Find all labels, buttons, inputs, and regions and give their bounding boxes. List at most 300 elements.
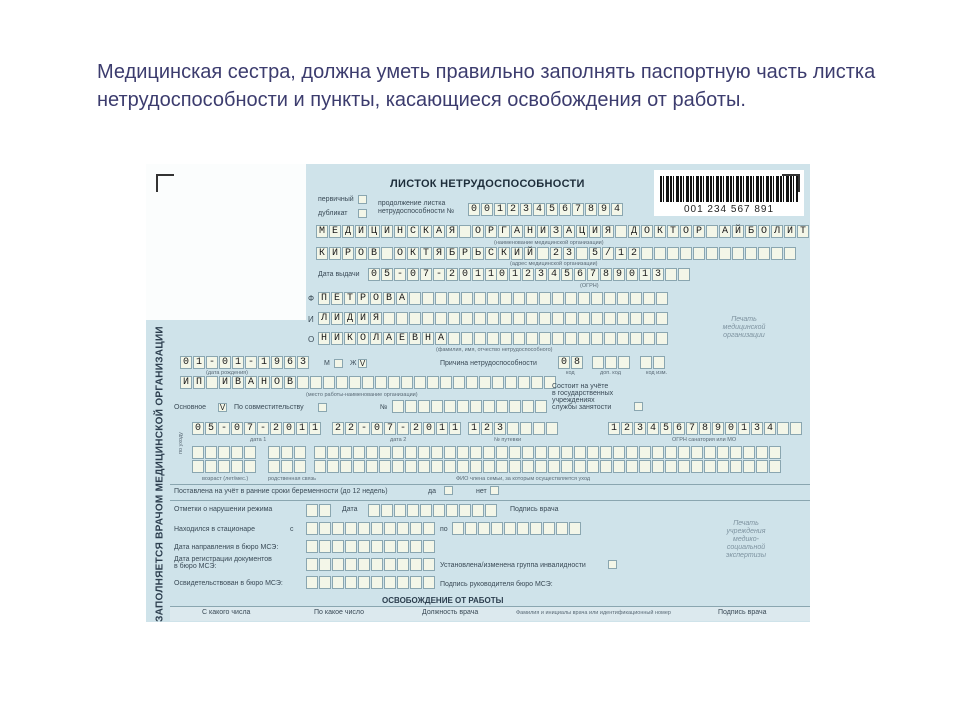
hospital-label: Находился в стационаре: [174, 526, 255, 533]
char-cell: [405, 446, 417, 459]
patronymic-cells[interactable]: [318, 332, 669, 345]
char-cell: 0: [481, 203, 493, 216]
char-cell: [487, 312, 499, 325]
char-cell: [693, 247, 705, 260]
char-cell: Л: [771, 225, 783, 238]
char-cell: 7: [244, 422, 256, 435]
char-cell: Й: [524, 247, 536, 260]
char-cell: [397, 576, 409, 589]
char-cell: [652, 446, 664, 459]
char-cell: [617, 292, 629, 305]
char-cell: [653, 356, 665, 369]
date2-cells[interactable]: [332, 422, 462, 435]
char-cell: [665, 268, 677, 281]
char-cell: Н: [318, 332, 330, 345]
char-cell: [552, 332, 564, 345]
char-cell: [397, 558, 409, 571]
char-cell: Д: [342, 225, 354, 238]
char-cell: [652, 460, 664, 473]
char-cell: [206, 376, 218, 389]
mse-reg-label-2: в бюро МСЭ:: [174, 563, 217, 570]
char-cell: [371, 576, 383, 589]
char-cell: [422, 312, 434, 325]
char-cell: [465, 522, 477, 535]
char-cell: [730, 446, 742, 459]
address-cells[interactable]: [316, 247, 797, 260]
char-cell: К: [316, 247, 328, 260]
char-cell: [332, 558, 344, 571]
violation-date-label: Дата: [342, 506, 358, 513]
pregnancy-label: Поставлена на учёт в ранние сроки беременности (до 12 недель): [174, 488, 388, 495]
pregnancy-yes-checkbox[interactable]: [444, 486, 453, 495]
char-cell: [448, 312, 460, 325]
birth-hint: (дата рождения): [206, 370, 248, 376]
hospital-to-label: по: [440, 526, 448, 533]
char-cell: 5: [381, 268, 393, 281]
char-cell: [656, 292, 668, 305]
char-cell: [457, 460, 469, 473]
char-cell: [756, 460, 768, 473]
char-cell: 0: [558, 356, 570, 369]
char-cell: [530, 522, 542, 535]
char-cell: В: [232, 376, 244, 389]
char-cell: [371, 522, 383, 535]
char-cell: 2: [481, 422, 493, 435]
violation-code-cells[interactable]: [306, 504, 332, 517]
char-cell: А: [383, 332, 395, 345]
char-cell: [485, 504, 497, 517]
char-cell: И: [355, 225, 367, 238]
char-cell: 1: [509, 268, 521, 281]
char-cell: [522, 400, 534, 413]
to-date-col: По какое число: [314, 609, 364, 616]
char-cell: 2: [628, 247, 640, 260]
registered-checkbox[interactable]: [634, 402, 643, 411]
part-time-label: По совместительству: [234, 404, 304, 411]
stamp-mse: Печать учреждения медико-социальной экспертизы: [726, 520, 766, 559]
surname-letter: Ф: [308, 294, 315, 303]
char-cell: [769, 460, 781, 473]
issue-date-label: Дата выдачи: [318, 271, 360, 278]
char-cell: 0: [468, 203, 480, 216]
char-cell: [717, 446, 729, 459]
char-cell: [552, 312, 564, 325]
char-cell: [496, 400, 508, 413]
corner-mark-icon: [782, 174, 800, 192]
char-cell: О: [394, 247, 406, 260]
char-cell: Ц: [368, 225, 380, 238]
char-cell: [435, 292, 447, 305]
continuation-label: продолжение листка: [378, 200, 446, 207]
char-cell: 1: [193, 356, 205, 369]
char-cell: 1: [494, 203, 506, 216]
char-cell: И: [331, 332, 343, 345]
voucher-hint: № путевки: [494, 437, 522, 443]
organization-cells[interactable]: [316, 225, 810, 238]
ogrn-sanatorium-cells[interactable]: [608, 422, 803, 435]
char-cell: И: [381, 225, 393, 238]
char-cell: [397, 522, 409, 535]
char-cell: Г: [498, 225, 510, 238]
char-cell: Т: [420, 247, 432, 260]
char-cell: [410, 576, 422, 589]
char-cell: 7: [384, 422, 396, 435]
char-cell: 1: [449, 422, 461, 435]
char-cell: [578, 332, 590, 345]
char-cell: [452, 522, 464, 535]
char-cell: [507, 422, 519, 435]
char-cell: З: [550, 225, 562, 238]
char-cell: [604, 332, 616, 345]
hospital-to-cells[interactable]: [452, 522, 582, 535]
char-cell: [345, 540, 357, 553]
char-cell: [539, 292, 551, 305]
char-cell: 7: [420, 268, 432, 281]
char-cell: [314, 460, 326, 473]
barcode-icon: [660, 176, 798, 202]
pregnancy-no-label: нет: [476, 488, 487, 495]
char-cell: [383, 312, 395, 325]
char-cell: -: [433, 268, 445, 281]
pregnancy-yes-label: да: [428, 488, 436, 495]
char-cell: [375, 376, 387, 389]
char-cell: [345, 576, 357, 589]
char-cell: [281, 460, 293, 473]
char-cell: [310, 376, 322, 389]
char-cell: [410, 540, 422, 553]
char-cell: 9: [712, 422, 724, 435]
char-cell: -: [397, 422, 409, 435]
registered-label-2: в государственных: [552, 390, 614, 397]
char-cell: [358, 522, 370, 535]
char-cell: [294, 460, 306, 473]
char-cell: [505, 376, 517, 389]
char-cell: [626, 446, 638, 459]
char-cell: 2: [332, 422, 344, 435]
char-cell: [371, 540, 383, 553]
char-cell: 0: [496, 268, 508, 281]
main-job-checkbox[interactable]: V: [219, 403, 226, 412]
char-cell: [784, 247, 796, 260]
char-cell: 8: [585, 203, 597, 216]
care-fio-cells[interactable]: [314, 446, 782, 459]
char-cell: Н: [258, 376, 270, 389]
char-cell: 0: [423, 422, 435, 435]
char-cell: [218, 446, 230, 459]
char-cell: [680, 247, 692, 260]
char-cell: [472, 504, 484, 517]
char-cell: [192, 446, 204, 459]
char-cell: [474, 292, 486, 305]
name-letter: И: [308, 315, 314, 324]
char-cell: [535, 400, 547, 413]
char-cell: И: [784, 225, 796, 238]
mse-exam-label: Освидетельствован в бюро МСЭ:: [174, 580, 283, 587]
char-cell: [535, 446, 547, 459]
char-cell: [756, 446, 768, 459]
char-cell: [461, 332, 473, 345]
char-cell: [576, 247, 588, 260]
char-cell: [358, 540, 370, 553]
char-cell: [446, 504, 458, 517]
char-cell: [758, 247, 770, 260]
char-cell: -: [206, 356, 218, 369]
char-cell: Я: [370, 312, 382, 325]
care-relation-cells[interactable]: [268, 446, 307, 459]
char-cell: 0: [368, 268, 380, 281]
char-cell: 6: [673, 422, 685, 435]
char-cell: [591, 292, 603, 305]
char-cell: [522, 460, 534, 473]
char-cell: [617, 312, 629, 325]
part-time-num-label: №: [380, 404, 388, 411]
char-cell: О: [355, 247, 367, 260]
char-cell: [431, 460, 443, 473]
char-cell: В: [409, 332, 421, 345]
part-time-number-cells[interactable]: [392, 400, 548, 413]
char-cell: [678, 268, 690, 281]
char-cell: [314, 446, 326, 459]
registered-label-3: учреждениях: [552, 397, 595, 404]
female-checkbox[interactable]: V: [359, 359, 366, 368]
char-cell: К: [654, 225, 666, 238]
char-cell: [358, 558, 370, 571]
mse-direction-cells[interactable]: [306, 540, 436, 553]
char-cell: [656, 332, 668, 345]
char-cell: [691, 460, 703, 473]
char-cell: [526, 312, 538, 325]
mse-exam-cells[interactable]: [306, 576, 436, 589]
code-change-cells[interactable]: [640, 356, 666, 369]
char-cell: [461, 292, 473, 305]
stamp-med-org: Печать медицинской организации: [722, 316, 766, 339]
date1-cells[interactable]: [192, 422, 322, 435]
mse-reg-label: Дата регистрации документов: [174, 556, 272, 563]
hospital-from-cells[interactable]: [306, 522, 436, 535]
char-cell: Т: [344, 292, 356, 305]
char-cell: [444, 460, 456, 473]
care-fio-cells-2[interactable]: [314, 460, 782, 473]
care-age-cells[interactable]: [192, 446, 257, 459]
char-cell: [613, 446, 625, 459]
char-cell: [730, 460, 742, 473]
char-cell: [381, 504, 393, 517]
care-label: по уходу: [178, 432, 184, 454]
char-cell: [500, 292, 512, 305]
dop-code-cells[interactable]: [592, 356, 631, 369]
char-cell: 8: [571, 356, 583, 369]
cause-code-cells[interactable]: [558, 356, 584, 369]
char-cell: Р: [459, 247, 471, 260]
char-cell: [643, 312, 655, 325]
char-cell: 8: [600, 268, 612, 281]
char-cell: Й: [732, 225, 744, 238]
slide-heading: Медицинская сестра, должна уметь правильно заполнять паспортную часть листка нетрудоспособности и пункты, касающиеся освобождения от работы.: [97, 61, 876, 111]
char-cell: А: [433, 225, 445, 238]
primary-checkbox[interactable]: [358, 195, 367, 204]
voucher-cells[interactable]: [468, 422, 559, 435]
char-cell: [392, 446, 404, 459]
char-cell: [641, 247, 653, 260]
char-cell: [459, 225, 471, 238]
char-cell: [479, 376, 491, 389]
char-cell: [459, 504, 471, 517]
char-cell: Ь: [472, 247, 484, 260]
birth-date-cells[interactable]: [180, 356, 310, 369]
char-cell: 6: [284, 356, 296, 369]
char-cell: [543, 522, 555, 535]
char-cell: 3: [634, 422, 646, 435]
continuation-number-cells[interactable]: [468, 203, 624, 216]
ogrn-cells[interactable]: [496, 268, 691, 281]
mse-reg-cells[interactable]: [306, 558, 436, 571]
char-cell: [192, 460, 204, 473]
char-cell: 1: [608, 422, 620, 435]
surname-cells[interactable]: [318, 292, 669, 305]
char-cell: [539, 312, 551, 325]
char-cell: [630, 332, 642, 345]
char-cell: А: [563, 225, 575, 238]
char-cell: [353, 446, 365, 459]
char-cell: [474, 332, 486, 345]
violation-date-cells[interactable]: [368, 504, 498, 517]
char-cell: К: [407, 247, 419, 260]
char-cell: О: [271, 376, 283, 389]
char-cell: /: [602, 247, 614, 260]
char-cell: [358, 576, 370, 589]
char-cell: М: [316, 225, 328, 238]
char-cell: [691, 446, 703, 459]
char-cell: [487, 332, 499, 345]
char-cell: [410, 558, 422, 571]
char-cell: [440, 376, 452, 389]
char-cell: 2: [621, 422, 633, 435]
org-hint: (наименование медицинской организации): [494, 240, 604, 246]
char-cell: А: [396, 292, 408, 305]
char-cell: Я: [446, 225, 458, 238]
continuation-label-2: нетрудоспособности №: [378, 208, 455, 215]
char-cell: [306, 558, 318, 571]
char-cell: -: [257, 422, 269, 435]
char-cell: 0: [219, 356, 231, 369]
char-cell: [435, 312, 447, 325]
char-cell: Я: [602, 225, 614, 238]
char-cell: -: [394, 268, 406, 281]
char-cell: И: [537, 225, 549, 238]
char-cell: 1: [309, 422, 321, 435]
char-cell: К: [420, 225, 432, 238]
part-time-checkbox[interactable]: [318, 403, 327, 412]
hospital-from-label: с: [290, 526, 294, 533]
char-cell: 2: [522, 268, 534, 281]
char-cell: Н: [422, 332, 434, 345]
char-cell: [384, 558, 396, 571]
main-job-label: Основное: [174, 404, 207, 411]
disability-checkbox[interactable]: [608, 560, 617, 569]
address-hint: (адрес медицинской организации): [510, 261, 598, 267]
char-cell: [548, 446, 560, 459]
vertical-side-label: [148, 324, 172, 620]
char-cell: [639, 446, 651, 459]
char-cell: [353, 460, 365, 473]
char-cell: [306, 504, 318, 517]
char-cell: [745, 247, 757, 260]
male-checkbox[interactable]: [334, 359, 343, 368]
char-cell: 1: [468, 422, 480, 435]
char-cell: [513, 312, 525, 325]
female-label: Ж: [350, 360, 357, 367]
char-cell: Т: [667, 225, 679, 238]
char-cell: [306, 540, 318, 553]
char-cell: А: [435, 332, 447, 345]
char-cell: [587, 460, 599, 473]
char-cell: [396, 312, 408, 325]
char-cell: [600, 460, 612, 473]
duplicate-checkbox[interactable]: [358, 209, 367, 218]
char-cell: П: [193, 376, 205, 389]
violation-sign-label: Подпись врача: [510, 506, 559, 513]
char-cell: 5: [561, 268, 573, 281]
char-cell: [306, 576, 318, 589]
char-cell: [574, 446, 586, 459]
char-cell: [418, 400, 430, 413]
care-age-cells-2[interactable]: [192, 460, 257, 473]
char-cell: 1: [296, 422, 308, 435]
char-cell: [604, 312, 616, 325]
char-cell: [397, 540, 409, 553]
char-cell: [704, 446, 716, 459]
char-cell: 5: [589, 247, 601, 260]
char-cell: [231, 460, 243, 473]
char-cell: [336, 376, 348, 389]
char-cell: [777, 422, 789, 435]
char-cell: И: [331, 312, 343, 325]
from-date-col: С какого числа: [202, 609, 251, 616]
char-cell: [565, 292, 577, 305]
char-cell: [537, 247, 549, 260]
char-cell: [433, 504, 445, 517]
char-cell: [332, 522, 344, 535]
char-cell: 7: [572, 203, 584, 216]
patronymic-letter: О: [308, 335, 315, 344]
fio-family-hint: ФИО члена семьи, за которым осуществляется уход: [456, 476, 591, 482]
char-cell: [244, 460, 256, 473]
name-cells[interactable]: [318, 312, 669, 325]
employer-cells[interactable]: [180, 376, 557, 389]
pregnancy-no-checkbox[interactable]: [490, 486, 499, 495]
mse-direction-label: Дата направления в бюро МСЭ:: [174, 544, 279, 551]
char-cell: [546, 422, 558, 435]
char-cell: [444, 446, 456, 459]
char-cell: Е: [331, 292, 343, 305]
char-cell: 9: [598, 203, 610, 216]
char-cell: [522, 446, 534, 459]
char-cell: [379, 446, 391, 459]
char-cell: [319, 504, 331, 517]
char-cell: [630, 292, 642, 305]
char-cell: [569, 522, 581, 535]
char-cell: -: [218, 422, 230, 435]
char-cell: 3: [520, 203, 532, 216]
char-cell: [294, 446, 306, 459]
char-cell: [561, 460, 573, 473]
char-cell: [409, 292, 421, 305]
vertical-side-text: ЗАПОЛНЯЕТСЯ ВРАЧОМ МЕДИЦИНСКОЙ ОРГАНИЗАЦИИ: [154, 326, 166, 622]
issue-date-cells[interactable]: [368, 268, 498, 281]
cause-label: Причина нетрудоспособности: [440, 360, 537, 367]
char-cell: [531, 376, 543, 389]
care-relation-cells-2[interactable]: [268, 460, 307, 473]
